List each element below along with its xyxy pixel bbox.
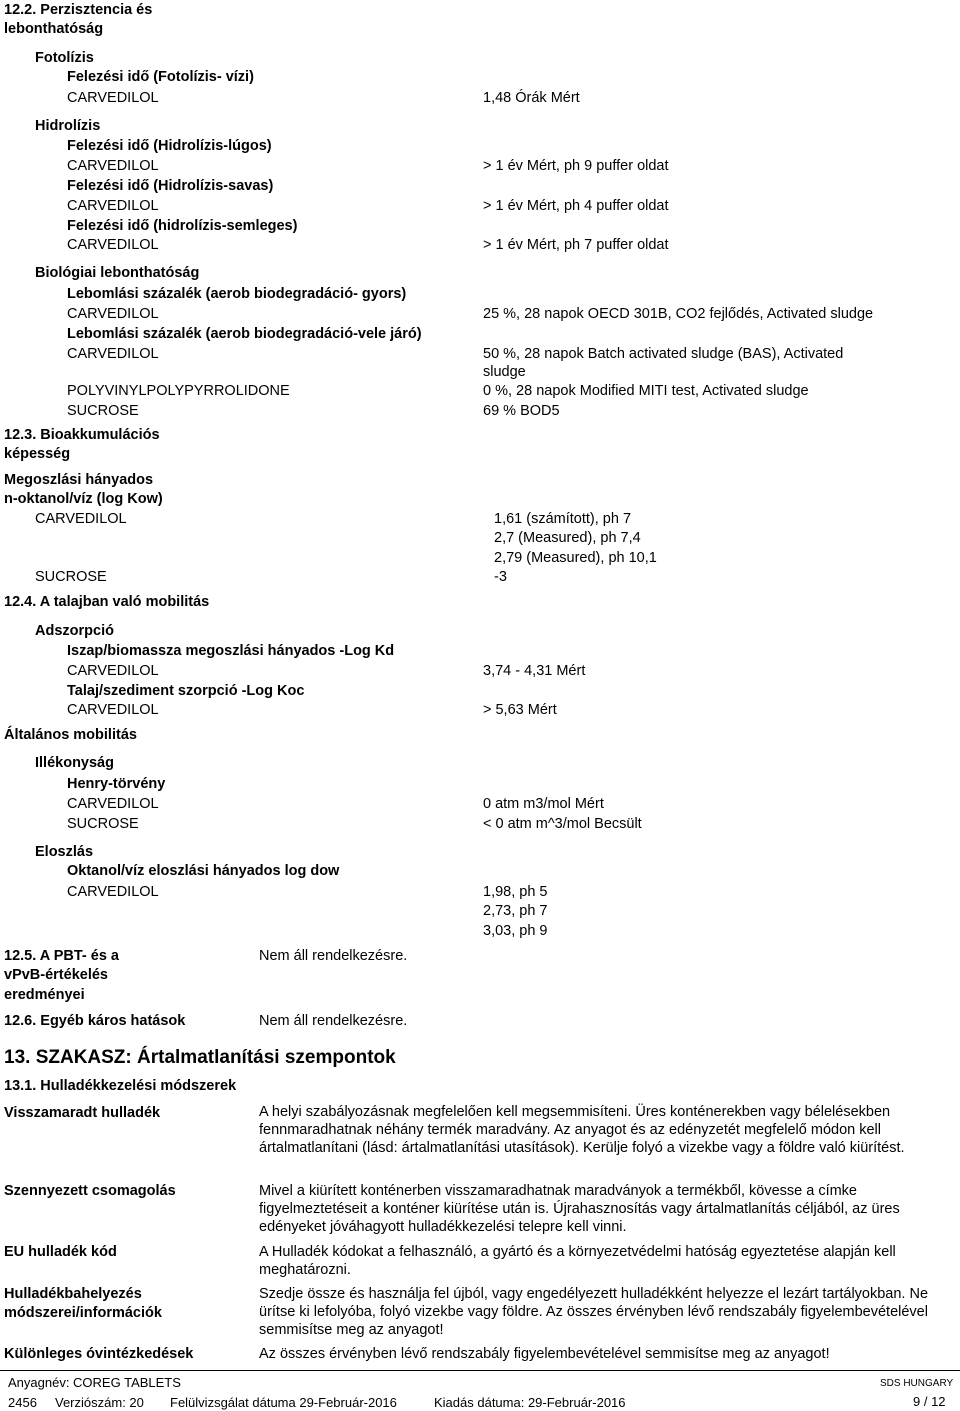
- kow-item-1: CARVEDILOL: [35, 511, 127, 527]
- section-12-5-l1: 12.5. A PBT- és a: [4, 948, 119, 964]
- henry-value-1: 0 atm m3/mol Mért: [483, 796, 604, 812]
- hidrolizis-title: Hidrolízis: [35, 118, 101, 134]
- dow-value-3: 3,03, ph 9: [483, 923, 548, 939]
- waste-text-4: Szedje össze és használja fel újból, vagy engedélyezett hulladékként helyezze el lezárt tartályokban. Ne ürítse ki lefolyóba, folyó vizekbe vagy földre. Az összes érvényben lévő rendszabály figyelembevételével semmisítse meg az anyagot!: [259, 1286, 929, 1338]
- dow-value-2: 2,73, ph 7: [483, 903, 548, 919]
- hidrolizis-item-3: CARVEDILOL: [67, 237, 159, 253]
- footer-sds: SDS HUNGARY: [880, 1378, 954, 1389]
- footer-rule: [0, 1370, 960, 1371]
- bio-value-2a: 50 %, 28 napok Batch activated sludge (BAS), Activated: [483, 346, 844, 362]
- hidrolizis-value-2: > 1 év Mért, ph 4 puffer oldat: [483, 198, 669, 214]
- kow-item-2: SUCROSE: [35, 569, 107, 585]
- koc-value: > 5,63 Mért: [483, 702, 557, 718]
- henry-item-1: CARVEDILOL: [67, 796, 159, 812]
- henry-item-2: SUCROSE: [67, 816, 139, 832]
- bio-item-4: SUCROSE: [67, 403, 139, 419]
- kd-sub: Iszap/biomassza megoszlási hányados -Log Kd: [67, 643, 395, 659]
- hidrolizis-item-1: CARVEDILOL: [67, 158, 159, 174]
- illekonysag-title: Illékonyság: [35, 755, 114, 771]
- section-13-1-heading: 13.1. Hulladékkezelési módszerek: [4, 1078, 237, 1094]
- section-12-5-value: Nem áll rendelkezésre.: [259, 948, 408, 964]
- hidrolizis-sub-3: Felezési idő (hidrolízis-semleges): [67, 218, 298, 234]
- waste-text-5: Az összes érvényben lévő rendszabály figyelembevételével semmisítse meg az anyagot!: [259, 1346, 830, 1362]
- section-13-heading: 13. SZAKASZ: Ártalmatlanítási szempontok: [4, 1047, 396, 1068]
- bio-item-2: CARVEDILOL: [67, 346, 159, 362]
- eloszlas-title: Eloszlás: [35, 844, 94, 860]
- bio-item-3: POLYVINYLPOLYPYRROLIDONE: [67, 383, 290, 399]
- kd-value: 3,74 - 4,31 Mért: [483, 663, 586, 679]
- footer-product: Anyagnév: COREG TABLETS: [8, 1375, 181, 1390]
- kow-sub-l1: Megoszlási hányados: [4, 472, 154, 488]
- footer-code: 2456: [8, 1395, 37, 1410]
- section-12-2-heading-l1: 12.2. Perzisztencia és: [4, 2, 153, 18]
- koc-sub: Talaj/szediment szorpció -Log Koc: [67, 683, 305, 699]
- waste-text-2: Mivel a kiürített konténerben visszamaradhatnak maradványok a termékből, kövesse a címke figyelmeztetéseit a konténer kiürítése után is. Újrahasznosítás vagy ártalmatlanítás céljából, az üres edényeket jóváhagyott hulladékkezelési telepre kell vinni.: [259, 1183, 900, 1235]
- section-12-3-heading-l2: képesség: [4, 446, 71, 462]
- bio-sub-2: Lebomlási százalék (aerob biodegradáció-vele járó): [67, 326, 422, 342]
- waste-label-5: Különleges óvintézkedések: [4, 1346, 194, 1362]
- hidrolizis-item-2: CARVEDILOL: [67, 198, 159, 214]
- hidrolizis-sub-1: Felezési idő (Hidrolízis-lúgos): [67, 138, 272, 154]
- dow-item: CARVEDILOL: [67, 884, 159, 900]
- dow-sub: Oktanol/víz eloszlási hányados log dow: [67, 863, 340, 879]
- bio-item-1: CARVEDILOL: [67, 306, 159, 322]
- kd-item: CARVEDILOL: [67, 663, 159, 679]
- dow-value-1: 1,98, ph 5: [483, 884, 548, 900]
- waste-label-3: EU hulladék kód: [4, 1244, 117, 1260]
- kow-value-2: -3: [494, 569, 507, 585]
- adszorpcio-title: Adszorpció: [35, 623, 114, 639]
- fotolizis-value: 1,48 Órák Mért: [483, 90, 580, 106]
- waste-label-4-l2: módszerei/információk: [4, 1305, 162, 1321]
- footer-version: Verziószám: 20: [55, 1395, 144, 1410]
- kow-value-1c: 2,79 (Measured), ph 10,1: [494, 550, 657, 566]
- kow-sub-l2: n-oktanol/víz (log Kow): [4, 491, 163, 507]
- section-12-6-value: Nem áll rendelkezésre.: [259, 1013, 408, 1029]
- hidrolizis-sub-2: Felezési idő (Hidrolízis-savas): [67, 178, 274, 194]
- footer-issue: Kiadás dátuma: 29-Február-2016: [434, 1395, 626, 1410]
- altalanos-mobilitas: Általános mobilitás: [4, 727, 137, 743]
- fotolizis-item: CARVEDILOL: [67, 90, 159, 106]
- waste-text-3: A Hulladék kódokat a felhasználó, a gyártó és a környezetvédelmi hatóság egyeztetése alapján kell meghatározni.: [259, 1244, 896, 1278]
- waste-label-2: Szennyezett csomagolás: [4, 1183, 176, 1199]
- fotolizis-title: Fotolízis: [35, 50, 94, 66]
- section-12-4-heading: 12.4. A talajban való mobilitás: [4, 594, 210, 610]
- hidrolizis-value-3: > 1 év Mért, ph 7 puffer oldat: [483, 237, 669, 253]
- bio-value-4: 69 % BOD5: [483, 403, 560, 419]
- footer-revision: Felülvizsgálat dátuma 29-Február-2016: [170, 1395, 397, 1410]
- koc-item: CARVEDILOL: [67, 702, 159, 718]
- henry-value-2: < 0 atm m^3/mol Becsült: [483, 816, 642, 832]
- henry-sub: Henry-törvény: [67, 776, 166, 792]
- hidrolizis-value-1: > 1 év Mért, ph 9 puffer oldat: [483, 158, 669, 174]
- bio-value-3: 0 %, 28 napok Modified MITI test, Activated sludge: [483, 383, 809, 399]
- section-12-2-heading-l2: lebonthatóság: [4, 21, 104, 37]
- waste-label-1: Visszamaradt hulladék: [4, 1105, 161, 1121]
- waste-text-1: A helyi szabályozásnak megfelelően kell megsemmisíteni. Üres konténerekben vagy bélelésekben fennmaradhatnak néhány termék maradvány. Az anyagot és az edényzetét megfelelő módon kell ártalmatlanítani (lásd: ártalmatlanítási utasítások). Kerülje folyó a vizekbe vagy a földre való kiürítést.: [259, 1104, 905, 1156]
- kow-value-1b: 2,7 (Measured), ph 7,4: [494, 530, 641, 546]
- bio-sub-1: Lebomlási százalék (aerob biodegradáció- gyors): [67, 286, 407, 302]
- section-12-5-l3: eredményei: [4, 987, 85, 1003]
- section-12-3-heading-l1: 12.3. Bioakkumulációs: [4, 427, 160, 443]
- waste-label-4-l1: Hulladékbahelyezés: [4, 1286, 142, 1302]
- section-12-5-l2: vPvB-értékelés: [4, 967, 108, 983]
- section-12-6-heading: 12.6. Egyéb káros hatások: [4, 1013, 186, 1029]
- fotolizis-sub: Felezési idő (Fotolízis- vízi): [67, 69, 254, 85]
- kow-value-1a: 1,61 (számított), ph 7: [494, 511, 632, 527]
- bio-value-1: 25 %, 28 napok OECD 301B, CO2 fejlődés, Activated sludge: [483, 306, 874, 322]
- footer-page: 9 / 12: [913, 1394, 946, 1409]
- bio-value-2b: sludge: [483, 364, 526, 380]
- bio-title: Biológiai lebonthatóság: [35, 265, 200, 281]
